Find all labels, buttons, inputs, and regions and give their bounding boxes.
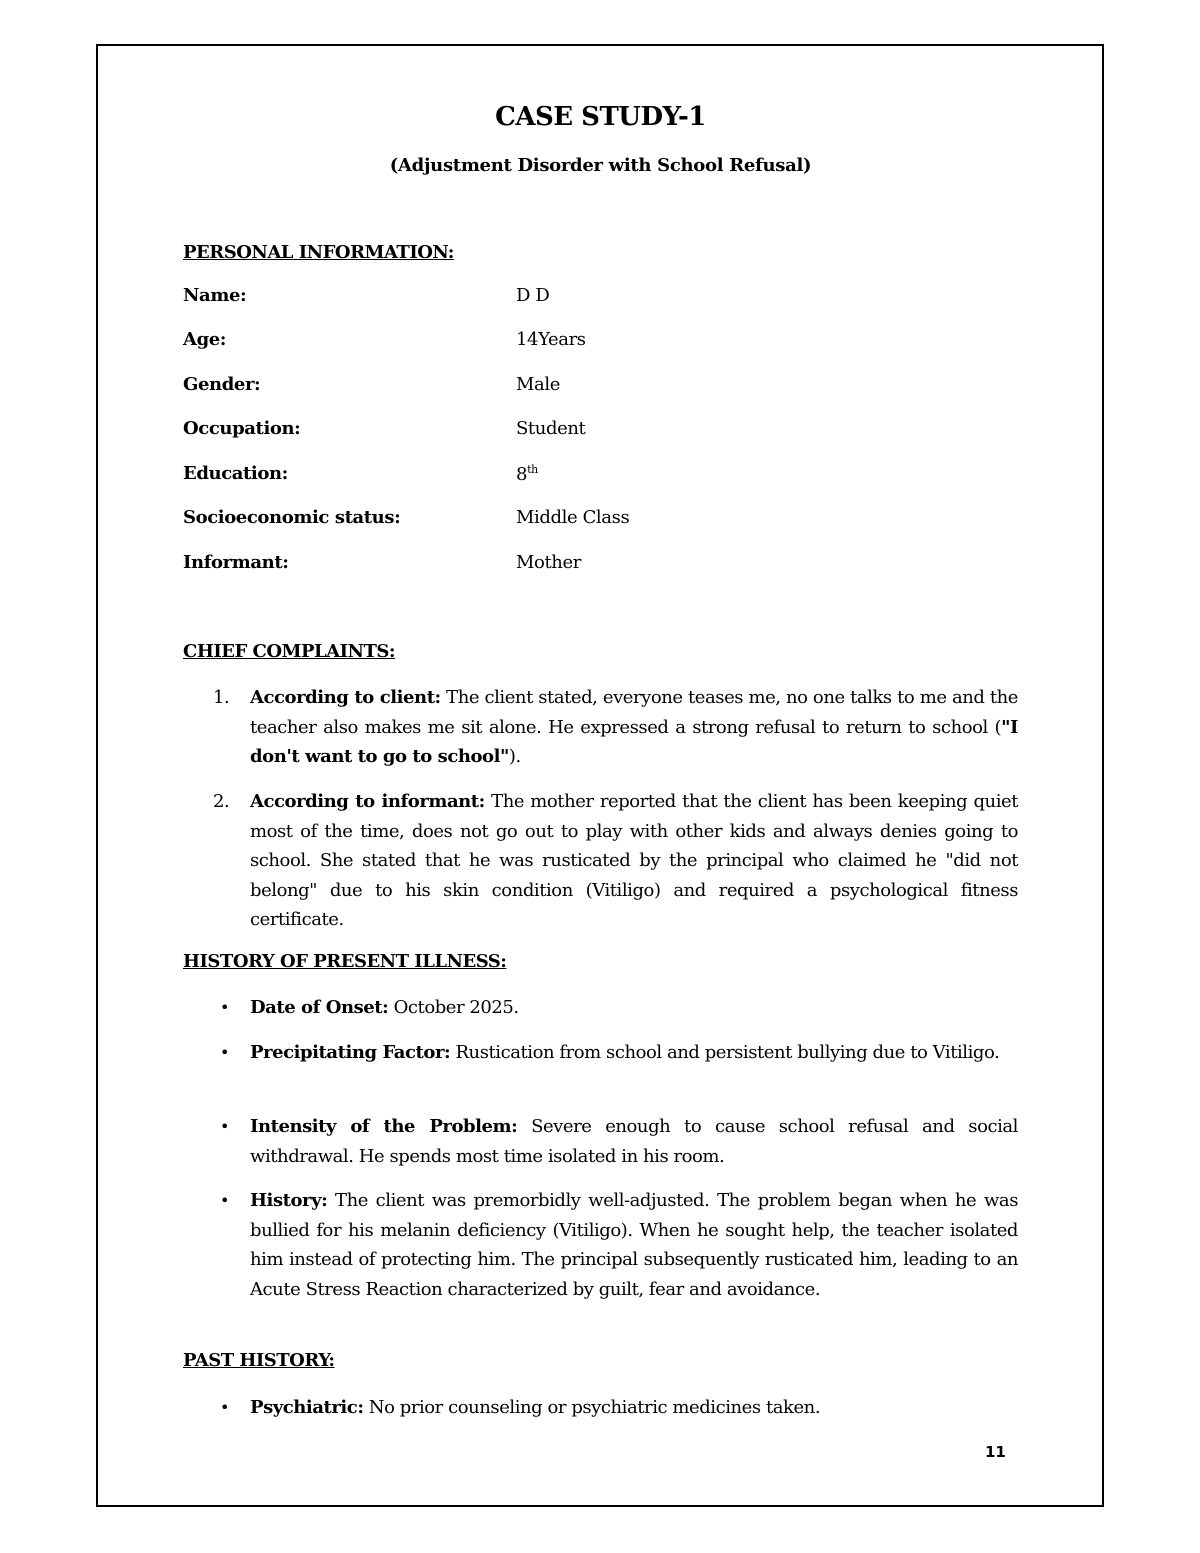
- complaint-text-end: ).: [508, 746, 521, 767]
- info-label: Informant:: [183, 552, 289, 573]
- info-label: Gender:: [183, 374, 261, 395]
- bullet-icon: •: [220, 998, 229, 1017]
- illness-label: History:: [250, 1190, 328, 1211]
- info-value: Mother: [516, 552, 581, 573]
- info-value: 14Years: [516, 329, 586, 350]
- education-superscript: th: [527, 463, 538, 476]
- info-value: [516, 463, 538, 485]
- illness-item-onset: [220, 993, 1018, 1023]
- illness-label: Precipitating Factor:: [250, 1042, 451, 1063]
- info-value: Middle Class: [516, 507, 630, 528]
- info-row-gender: [183, 374, 1018, 402]
- info-row-informant: [183, 552, 1018, 580]
- info-label: Age:: [183, 329, 227, 350]
- complaint-label: According to informant:: [250, 791, 485, 812]
- past-history-item-psychiatric: [220, 1393, 1018, 1423]
- bullet-icon: •: [220, 1043, 229, 1062]
- personal-information-heading: PERSONAL INFORMATION:: [183, 242, 454, 263]
- bullet-icon: •: [220, 1191, 229, 1210]
- info-value: D D: [516, 285, 550, 306]
- education-value: 8: [516, 464, 528, 485]
- chief-complaints-heading: CHIEF COMPLAINTS:: [183, 641, 396, 662]
- info-label: Education:: [183, 463, 288, 484]
- illness-label: Intensity of the Problem:: [250, 1116, 518, 1137]
- page-number: 11: [985, 1443, 1006, 1461]
- illness-text: Severe enough to cause school refusal and social withdrawal. He spends most time isolated in his room.: [250, 1116, 1018, 1167]
- past-history-text: No prior counseling or psychiatric medicines taken.: [363, 1397, 821, 1418]
- document-subtitle: (Adjustment Disorder with School Refusal): [389, 155, 812, 176]
- complaint-quote: "I don't want to go to school": [250, 716, 1018, 767]
- complaint-item-informant: [213, 787, 1018, 935]
- complaint-item-client: [213, 683, 1018, 772]
- bullet-icon: •: [220, 1117, 229, 1136]
- past-history-label: Psychiatric:: [250, 1397, 364, 1418]
- document-title: CASE STUDY-1: [495, 102, 706, 132]
- complaint-label: According to client:: [250, 687, 441, 708]
- bullet-icon: •: [220, 1398, 229, 1417]
- list-number: 2.: [213, 791, 230, 812]
- complaint-text: The client stated, everyone teases me, no one talks to me and the teacher also makes me sit alone. He expressed a strong refusal to return to school (: [250, 687, 1018, 738]
- info-row-socioeconomic-status: [183, 507, 1018, 535]
- history-present-illness-heading: HISTORY OF PRESENT ILLNESS:: [183, 951, 507, 972]
- illness-text: The client was premorbidly well-adjusted. The problem began when he was bullied for his melanin deficiency (Vitiligo). When he sought help, the teacher isolated him instead of protecting him. The principal subsequently rusticated him, leading to an Acute Stress Reaction characterized by guilt, fear and avoidance.: [250, 1190, 1018, 1300]
- illness-label: Date of Onset:: [250, 997, 389, 1018]
- info-row-age: [183, 329, 1018, 357]
- info-row-name: [183, 285, 1018, 313]
- illness-text: Rustication from school and persistent bullying due to Vitiligo.: [450, 1042, 1000, 1063]
- list-number: 1.: [213, 687, 230, 708]
- illness-item-intensity: [220, 1112, 1018, 1171]
- illness-item-precipitating-factor: [220, 1038, 1018, 1068]
- info-value: Male: [516, 374, 560, 395]
- complaint-text: The mother reported that the client has been keeping quiet most of the time, does not go out to play with other kids and always denies going to school. She stated that he was rusticated by the principal who claimed he "did not belong" due to his skin condition (Vitiligo) and required a psychological fitness certificate.: [250, 791, 1018, 930]
- illness-text: October 2025.: [388, 997, 519, 1018]
- past-history-heading: PAST HISTORY:: [183, 1350, 335, 1371]
- info-label: Occupation:: [183, 418, 301, 439]
- info-row-occupation: [183, 418, 1018, 446]
- info-label: Name:: [183, 285, 247, 306]
- info-row-education: [183, 463, 1018, 491]
- info-label: Socioeconomic status:: [183, 507, 401, 528]
- illness-item-history: [220, 1186, 1018, 1304]
- info-value: Student: [516, 418, 586, 439]
